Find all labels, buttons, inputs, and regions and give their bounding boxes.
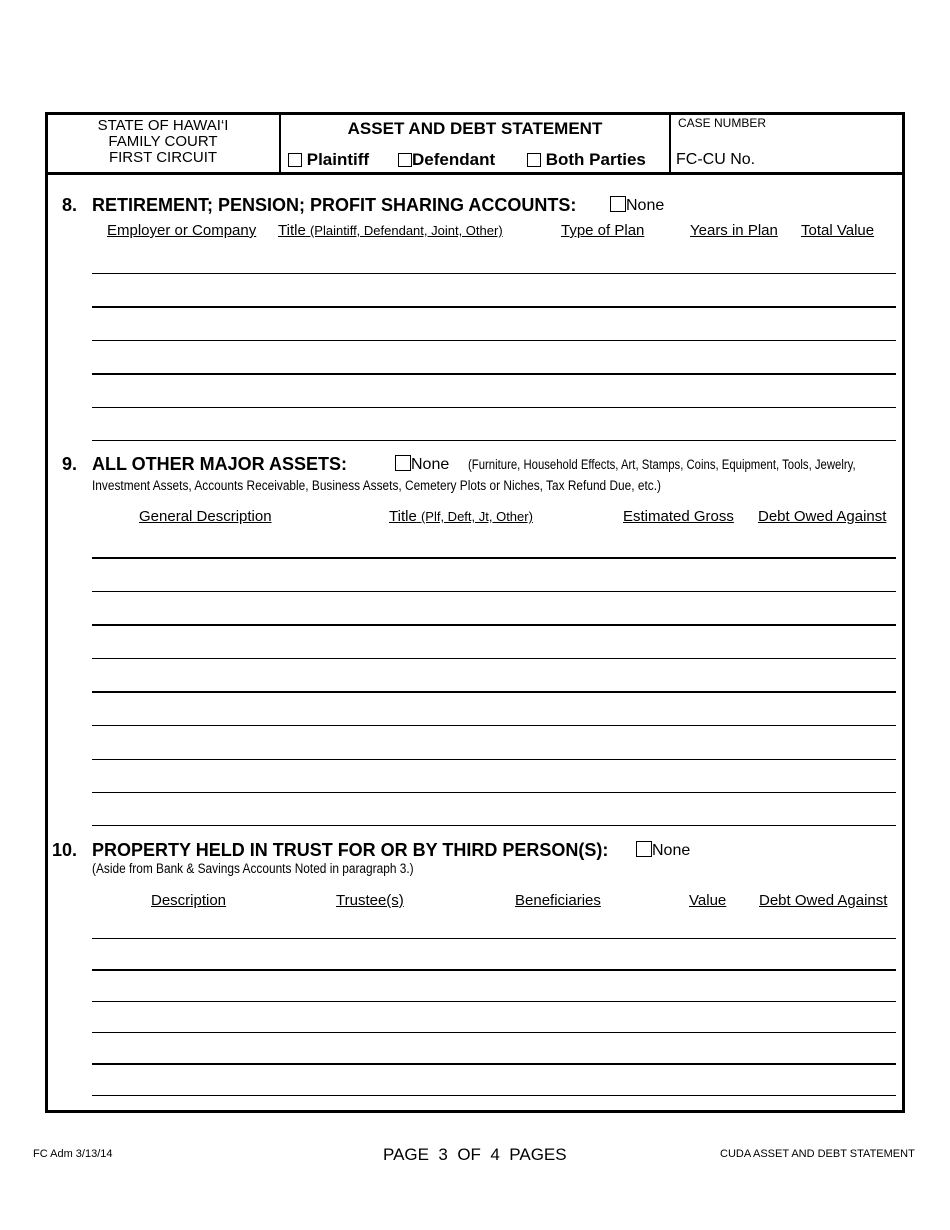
col-title-sub: (Plf, Deft, Jt, Other) [420, 509, 533, 524]
col-plan-type: Type of Plan [561, 222, 645, 239]
section9-entry-line[interactable] [92, 624, 896, 626]
section9-title: ALL OTHER MAJOR ASSETS: [92, 454, 348, 474]
section10-none-checkbox[interactable] [636, 841, 652, 857]
section9-note-line1: (Furniture, Household Effects, Art, Stamps, Coins, Equipment, Tools, Jewelry, [468, 457, 856, 472]
section10-none-option[interactable] [636, 841, 690, 860]
section8-entry-line[interactable] [92, 440, 896, 441]
section8-none-checkbox[interactable] [610, 196, 626, 212]
page-number: PAGE 3 OF 4 PAGES [383, 1145, 567, 1164]
court-name: FAMILY COURT [108, 133, 218, 150]
circuit-name: FIRST CIRCUIT [108, 149, 218, 166]
col-trustees: Trustee(s) [336, 892, 404, 909]
section8-none-option[interactable] [610, 196, 664, 215]
document-name: CUDA ASSET AND DEBT STATEMENT [720, 1148, 915, 1160]
section9-none-checkbox[interactable] [395, 455, 411, 471]
header-divider [45, 172, 905, 175]
col-employer: Employer or Company [107, 222, 257, 239]
section8-entry-line[interactable] [92, 373, 896, 375]
section10-none-label: None [652, 842, 691, 859]
section10-entry-line[interactable] [92, 1001, 896, 1002]
section9-entry-line[interactable] [92, 557, 896, 559]
col-title [278, 222, 503, 239]
party-plaintiff[interactable] [288, 150, 369, 170]
col-title-main: Title [389, 508, 417, 525]
col-debt-owed: Debt Owed Against [759, 892, 888, 909]
form-border [45, 112, 905, 1113]
header-divider-right [669, 112, 671, 174]
state-name: STATE OF HAWAI‘I [97, 117, 229, 134]
section9-none-option[interactable] [395, 455, 449, 474]
col-title-sub: (Plaintiff, Defendant, Joint, Other) [309, 223, 503, 238]
col-value: Value [689, 892, 727, 909]
defendant-label: Defendant [412, 150, 496, 169]
section8-entry-line[interactable] [92, 340, 896, 341]
party-defendant[interactable] [398, 150, 495, 170]
section10-entry-line[interactable] [92, 969, 896, 971]
col-debt-owed: Debt Owed Against [758, 508, 887, 525]
col-description: Description [151, 892, 227, 909]
court-block [48, 118, 278, 166]
case-number-label: CASE NUMBER [678, 116, 767, 130]
section9-entry-line[interactable] [92, 658, 896, 659]
form-title: ASSET AND DEBT STATEMENT [347, 119, 603, 138]
section10-entry-line[interactable] [92, 1095, 896, 1096]
form-id: FC Adm 3/13/14 [33, 1148, 113, 1160]
section10-entry-line[interactable] [92, 1032, 896, 1033]
col-title [389, 508, 533, 525]
header-divider-left [279, 112, 281, 174]
section9-entry-line[interactable] [92, 691, 896, 693]
plaintiff-checkbox[interactable] [288, 153, 302, 167]
section9-entry-line[interactable] [92, 591, 896, 592]
section9-entry-line[interactable] [92, 825, 896, 826]
section9-note-line2: Investment Assets, Accounts Receivable, Business Assets, Cemetery Plots or Niches, Tax Refund Due, etc.) [92, 478, 661, 493]
section9-entry-line[interactable] [92, 725, 896, 726]
section10-title: PROPERTY HELD IN TRUST FOR OR BY THIRD PERSON(S): [92, 840, 609, 860]
section8-entry-line[interactable] [92, 407, 896, 408]
section9-entry-line[interactable] [92, 759, 896, 760]
col-years: Years in Plan [690, 222, 778, 239]
plaintiff-label: Plaintiff [306, 150, 370, 169]
section10-number: 10. [52, 840, 78, 860]
both-parties-checkbox[interactable] [527, 153, 541, 167]
defendant-checkbox[interactable] [398, 153, 412, 167]
col-general-description: General Description [139, 508, 272, 525]
section10-entry-line[interactable] [92, 938, 896, 939]
col-title-main: Title [278, 222, 306, 239]
section8-number: 8. [62, 195, 78, 215]
section10-note: (Aside from Bank & Savings Accounts Noted in paragraph 3.) [92, 861, 414, 876]
party-both[interactable] [527, 150, 646, 170]
section9-entry-line[interactable] [92, 792, 896, 793]
case-number-field[interactable]: FC-CU No. [676, 151, 756, 168]
section9-number: 9. [62, 454, 78, 474]
col-total-value: Total Value [801, 222, 875, 239]
section8-none-label: None [626, 197, 665, 214]
section8-entry-line[interactable] [92, 273, 896, 274]
section8-title: RETIREMENT; PENSION; PROFIT SHARING ACCOUNTS: [92, 195, 577, 215]
section9-none-label: None [411, 456, 450, 473]
section10-entry-line[interactable] [92, 1063, 896, 1065]
both-parties-label: Both Parties [545, 150, 646, 169]
col-beneficiaries: Beneficiaries [515, 892, 601, 909]
section8-entry-line[interactable] [92, 306, 896, 308]
col-estimated-gross: Estimated Gross [623, 508, 734, 525]
